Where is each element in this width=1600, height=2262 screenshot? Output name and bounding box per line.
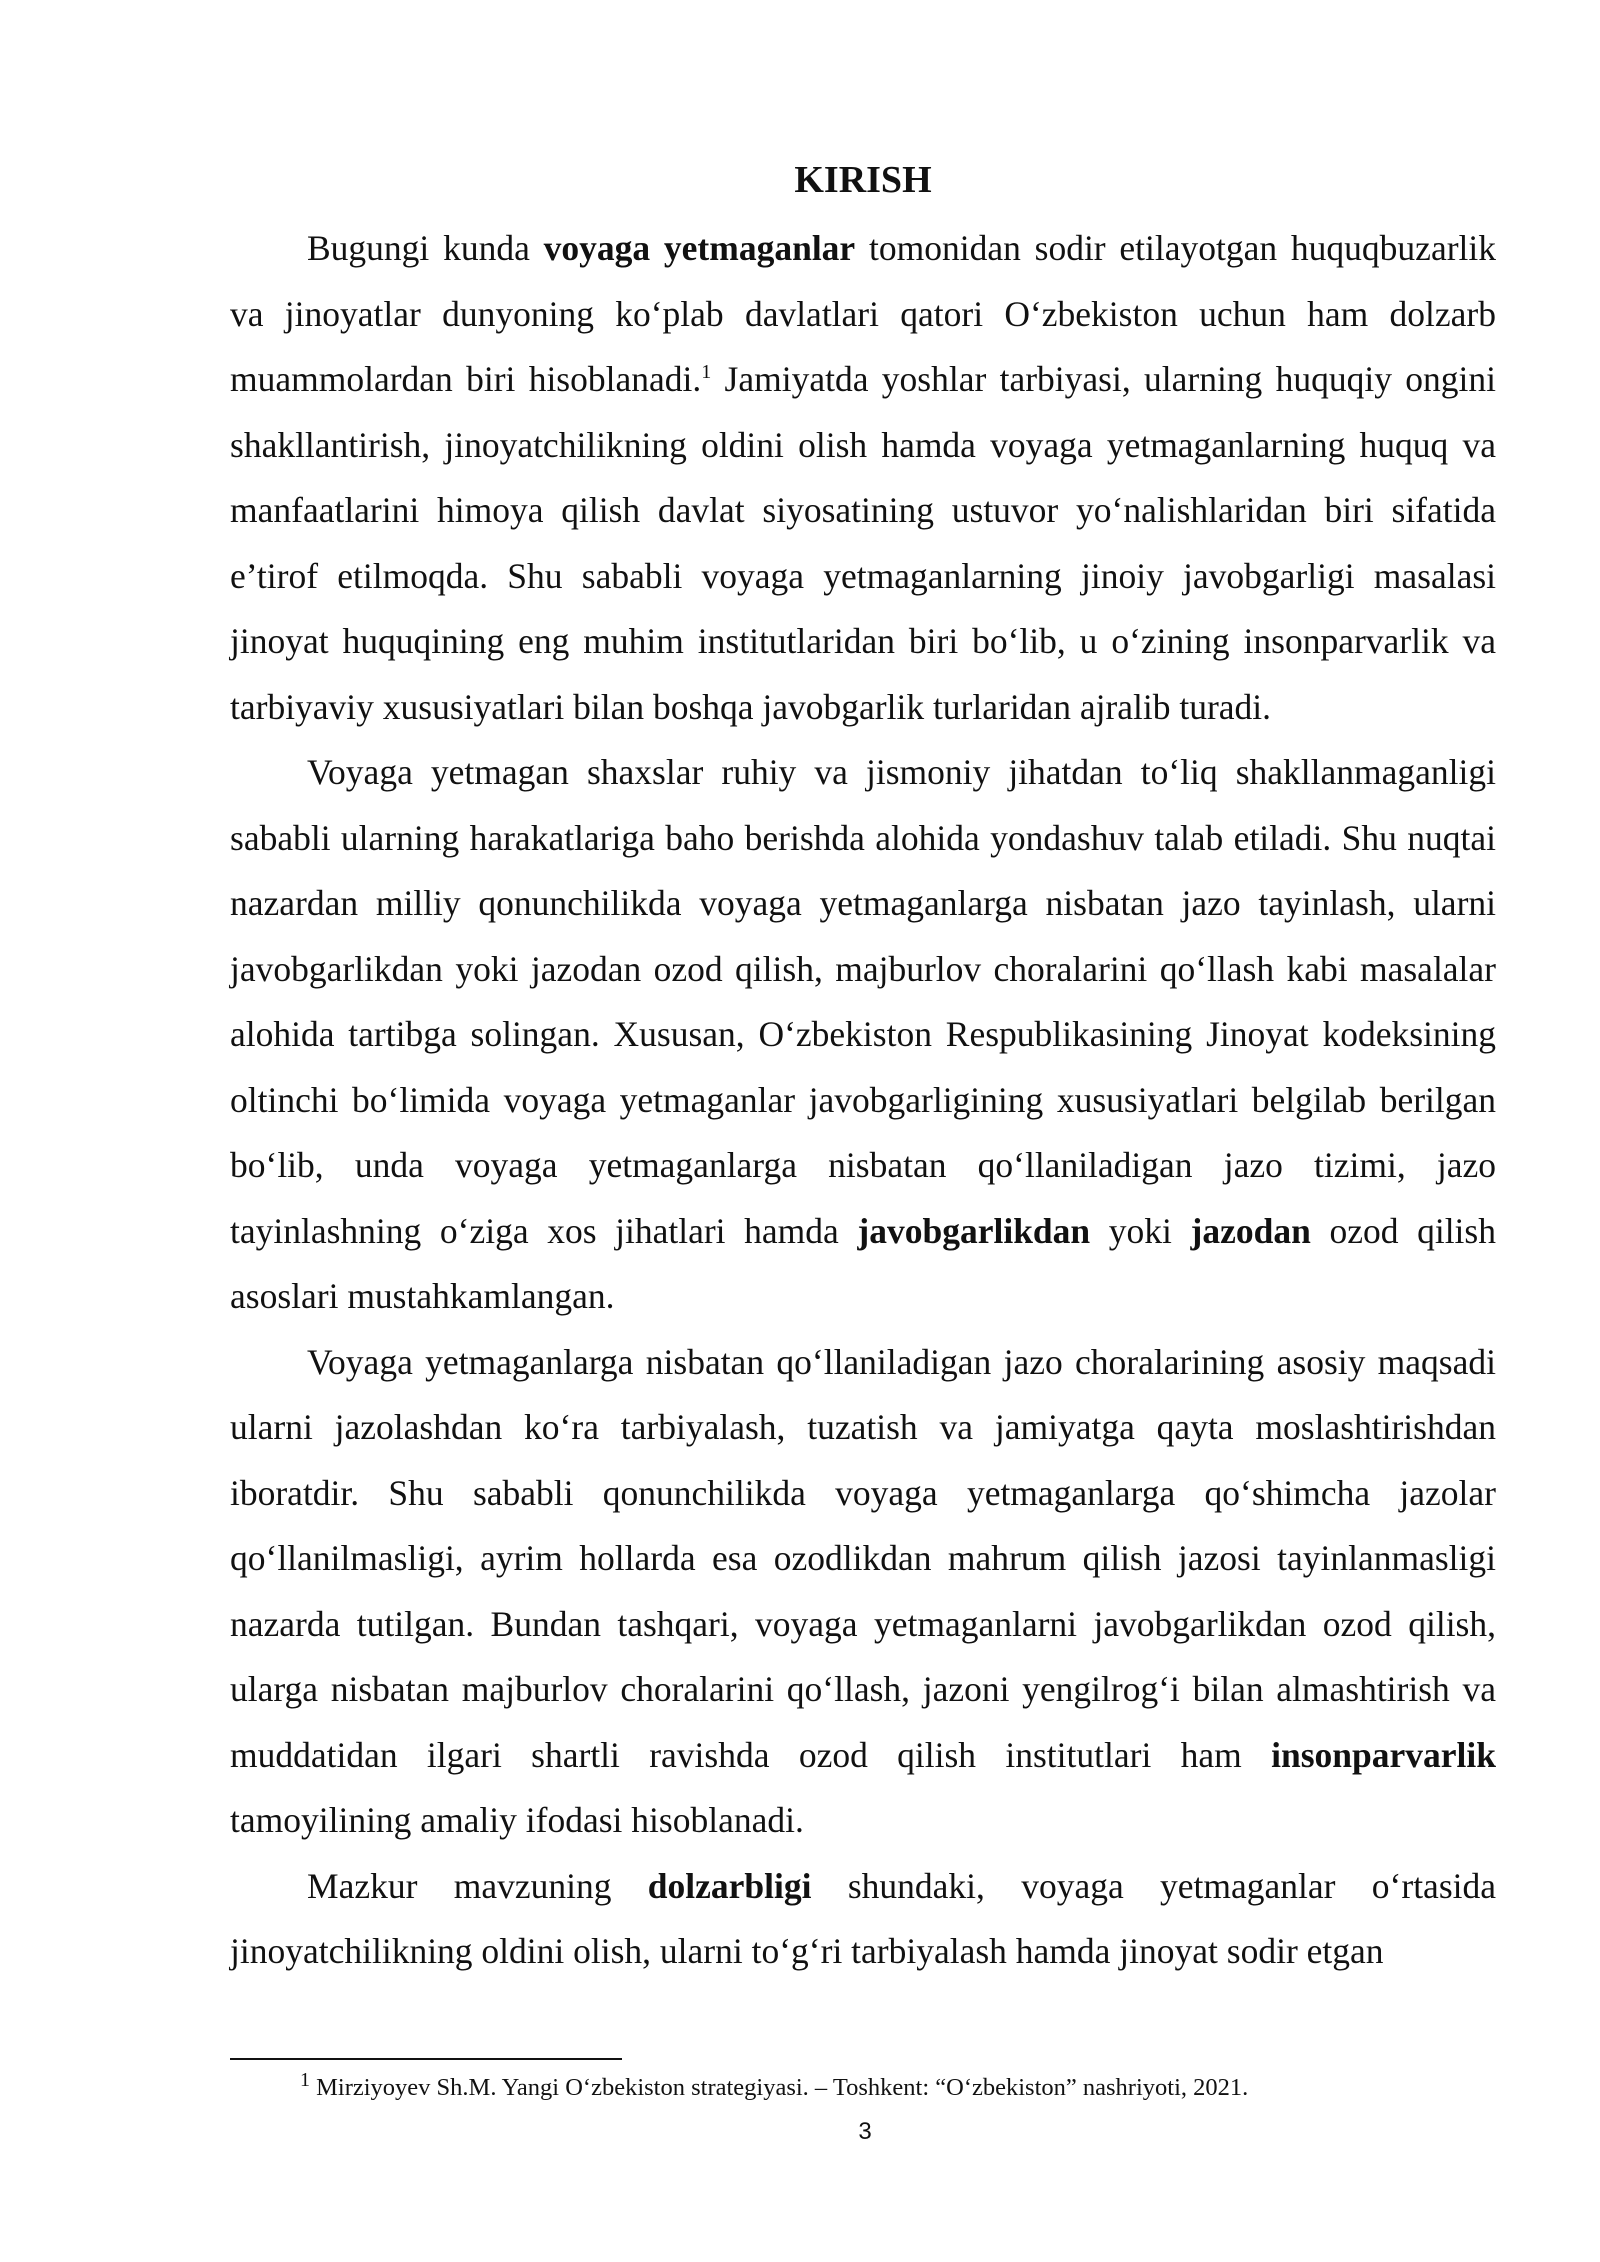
p1-bold-term: voyaga yetmaganlar xyxy=(543,228,856,268)
p1-text-c: tomonidan sodir etilayotgan huquqbuzarlik va jinoyatlar dunyoning ko‘plab davlatlari qatori O‘zbekiston uchun ham dolzarb muammolardan biri hisoblanadi. xyxy=(230,228,1496,399)
footnote xyxy=(300,2068,1249,2104)
p1-text-d: Jamiyatda yoshlar tarbiyasi, ularning huquqiy ongini shakllantirish, jinoyatchilikning oldini olish hamda voyaga yetmaganlarning huquq va manfaatlarini himoya qilish davlat siyosatining ustuvor yo‘nalishlaridan biri sifatida e’tirof etilmoqda. Shu sababli voyaga yetmaganlarning jinoiy javobgarligi masalasi jinoyat huquqining eng muhim institutlaridan biri bo‘lib, u o‘zining insonparvarlik va tarbiyaviy xususiyatlari bilan boshqa javobgarlik turlaridan ajralib turadi. xyxy=(230,359,1496,727)
paragraph-3 xyxy=(230,1330,1496,1854)
p2-text-e: ozod qilish asoslari mustahkamlangan. xyxy=(230,1210,1496,1316)
paragraph-1 xyxy=(230,216,1496,740)
p4-text-a: Mazkur mavzuning xyxy=(307,1865,648,1906)
p3-bold-term: insonparvarlik xyxy=(1271,1734,1496,1775)
p1-text-a: Bugungi kunda xyxy=(307,228,544,268)
paragraph-4 xyxy=(230,1854,1496,1985)
footnote-text: Mirziyoyev Sh.M. Yangi O‘zbekiston strategiyasi. – Toshkent: “O‘zbekiston” nashriyoti, 2021. xyxy=(310,2074,1249,2101)
page-number: 3 xyxy=(858,2118,872,2145)
p2-text-c: yoki xyxy=(1090,1210,1191,1251)
p2-bold-term-1: javobgarlikdan xyxy=(857,1210,1091,1251)
footnote-separator xyxy=(230,2058,622,2060)
p4-text-c: shundaki, voyaga yetmaganlar o‘rtasida jinoyatchilikning oldini olish, ularni to‘g‘ri tarbiyalash hamda jinoyat sodir etgan xyxy=(230,1865,1496,1971)
paragraph-2 xyxy=(230,740,1496,1330)
page-body xyxy=(230,150,1496,1985)
footnote-number: 1 xyxy=(300,2068,310,2091)
p4-bold-term: dolzarbligi xyxy=(647,1865,812,1906)
p2-text-a: Voyaga yetmagan shaxslar ruhiy va jismoniy jihatdan to‘liq shakllanmaganligi sababli ularning harakatlariga baho berishda alohida yondashuv talab etiladi. Shu nuqtai nazardan milliy qonunchilikda voyaga yetmaganlarga nisbatan jazo tayinlash, ularni javobgarlikdan yoki jazodan ozod qilish, majburlov choralarini qo‘llash kabi masalalar alohida tartibga solingan. Xususan, O‘zbekiston Respublikasining Jinoyat kodeksining oltinchi bo‘limida voyaga yetmaganlar javobgarligining xususiyatlari belgilab berilgan bo‘lib, unda voyaga yetmaganlarga nisbatan qo‘llaniladigan jazo tizimi, jazo tayinlashning o‘ziga xos jihatlari hamda xyxy=(230,752,1496,1251)
section-heading: KIRISH xyxy=(794,159,932,201)
p3-text-a: Voyaga yetmaganlarga nisbatan qo‘llaniladigan jazo choralarining asosiy maqsadi ularni jazolashdan ko‘ra tarbiyalash, tuzatish va jamiyatga qayta moslashtirishdan iboratdir. Shu sababli qonunchilikda voyaga yetmaganlarga qo‘shimcha jazolar qo‘llanilmasligi, ayrim hollarda esa ozodlikdan mahrum qilish jazosi tayinlanmasligi nazarda tutilgan. Bundan tashqari, voyaga yetmaganlarni javobgarlikdan ozod qilish, ularga nisbatan majburlov choralarini qo‘llash, jazoni yengilrog‘i bilan almashtirish va muddatidan ilgari shartli ravishda ozod qilish institutlari ham xyxy=(230,1341,1496,1775)
footnote-reference[interactable]: 1 xyxy=(701,361,712,384)
p3-text-c: tamoyilining amaliy ifodasi hisoblanadi. xyxy=(230,1800,804,1840)
p2-bold-term-2: jazodan xyxy=(1190,1210,1311,1251)
